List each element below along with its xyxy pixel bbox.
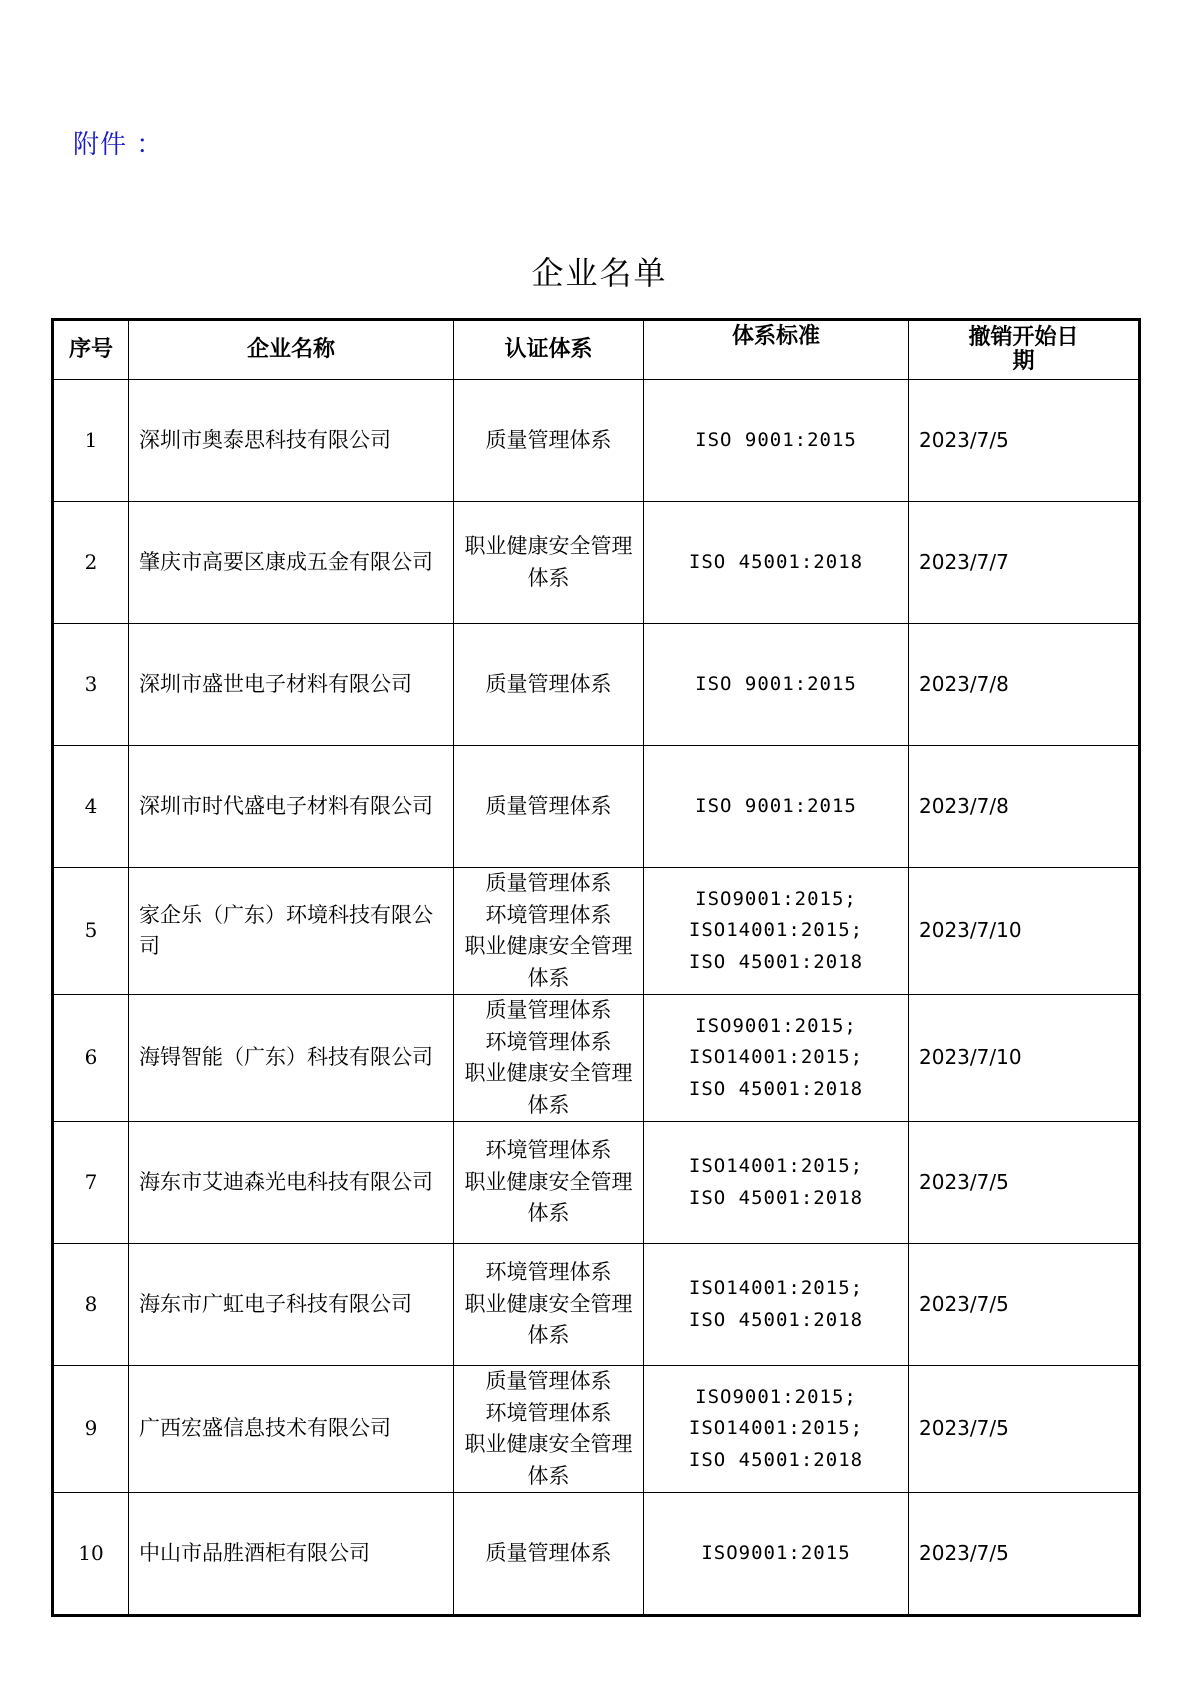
table-row	[53, 1366, 1140, 1493]
row-revoke-date: 2023/7/8	[909, 624, 1140, 746]
row-standard	[644, 868, 909, 995]
row-cert-system	[454, 995, 644, 1122]
attachment-label: 附件 ：	[73, 130, 164, 160]
cert-system-line: 职业健康安全管理	[464, 1061, 633, 1085]
cert-system-line: 职业健康安全管理	[464, 534, 633, 558]
row-index: 6	[53, 995, 129, 1122]
row-cert-system	[454, 1244, 644, 1366]
row-standard	[644, 1244, 909, 1366]
header-index: 序号	[53, 320, 129, 380]
cert-system-line: 质量管理体系	[485, 998, 612, 1022]
standard-line: ISO 9001:2015	[695, 428, 857, 451]
cert-system-line: 体系	[527, 1201, 570, 1226]
row-company-name: 肇庆市高要区康成五金有限公司	[129, 502, 454, 624]
cert-system-line: 环境管理体系	[485, 902, 612, 927]
header-date	[909, 320, 1140, 380]
table-row	[53, 995, 1140, 1122]
cert-system-line: 环境管理体系	[485, 1260, 612, 1285]
row-cert-system	[454, 380, 644, 502]
standard-line: ISO 45001:2018	[688, 1077, 864, 1100]
table-row	[53, 502, 1140, 624]
cert-system-line: 职业健康安全管理	[464, 934, 633, 958]
standard-line: ISO 9001:2015	[695, 672, 857, 695]
cert-system-line: 环境管理体系	[485, 1138, 612, 1163]
standard-line: ISO9001:2015;	[695, 1014, 857, 1037]
row-standard	[644, 746, 909, 868]
standard-line: ISO14001:2015;	[688, 1046, 864, 1069]
row-index: 9	[53, 1366, 129, 1493]
table-row	[53, 868, 1140, 995]
row-index: 7	[53, 1122, 129, 1244]
table-row	[53, 1244, 1140, 1366]
row-company-name: 家企乐（广东）环境科技有限公司	[129, 868, 454, 995]
standard-line: ISO 45001:2018	[688, 1186, 864, 1209]
cert-system-line: 职业健康安全管理	[464, 1432, 633, 1456]
row-standard	[644, 380, 909, 502]
row-standard	[644, 502, 909, 624]
row-company-name: 广西宏盛信息技术有限公司	[129, 1366, 454, 1493]
row-standard	[644, 1493, 909, 1616]
row-index: 5	[53, 868, 129, 995]
row-revoke-date: 2023/7/7	[909, 502, 1140, 624]
row-company-name: 海锝智能（广东）科技有限公司	[129, 995, 454, 1122]
cert-system-line: 体系	[527, 1463, 570, 1488]
header-company: 企业名称	[129, 320, 454, 380]
row-revoke-date: 2023/7/10	[909, 868, 1140, 995]
cert-system-line: 质量管理体系	[485, 427, 612, 452]
company-table	[51, 318, 1141, 1617]
cert-system-line: 体系	[527, 965, 570, 990]
header-date-line2: 期	[1012, 349, 1035, 374]
header-system: 认证体系	[454, 320, 644, 380]
row-revoke-date: 2023/7/5	[909, 1366, 1140, 1493]
row-company-name: 深圳市盛世电子材料有限公司	[129, 624, 454, 746]
standard-line: ISO9001:2015;	[695, 1385, 857, 1408]
row-cert-system	[454, 746, 644, 868]
row-cert-system	[454, 868, 644, 995]
row-standard	[644, 995, 909, 1122]
row-cert-system	[454, 1493, 644, 1616]
row-revoke-date: 2023/7/5	[909, 1122, 1140, 1244]
cert-system-line: 质量管理体系	[485, 793, 612, 818]
table-row	[53, 624, 1140, 746]
standard-line: ISO 45001:2018	[688, 550, 864, 573]
table-row	[53, 746, 1140, 868]
row-cert-system	[454, 1122, 644, 1244]
cert-system-line: 体系	[527, 1092, 570, 1117]
row-index: 8	[53, 1244, 129, 1366]
row-index: 2	[53, 502, 129, 624]
row-company-name: 海东市广虹电子科技有限公司	[129, 1244, 454, 1366]
cert-system-line: 质量管理体系	[485, 671, 612, 696]
row-index: 4	[53, 746, 129, 868]
row-cert-system	[454, 502, 644, 624]
row-company-name: 深圳市时代盛电子材料有限公司	[129, 746, 454, 868]
row-standard	[644, 624, 909, 746]
table-row	[53, 380, 1140, 502]
standard-line: ISO14001:2015;	[688, 1155, 864, 1177]
standard-line: ISO14001:2015;	[688, 1277, 864, 1299]
cert-system-line: 职业健康安全管理	[464, 1169, 633, 1194]
row-revoke-date: 2023/7/10	[909, 995, 1140, 1122]
row-company-name: 中山市品胜酒柜有限公司	[129, 1493, 454, 1616]
row-revoke-date: 2023/7/5	[909, 1244, 1140, 1366]
row-revoke-date: 2023/7/5	[909, 380, 1140, 502]
standard-line: ISO 45001:2018	[688, 1308, 864, 1331]
row-cert-system	[454, 624, 644, 746]
standard-line: ISO 45001:2018	[688, 950, 864, 973]
standard-line: ISO 9001:2015	[695, 794, 857, 817]
standard-line: ISO 45001:2018	[688, 1448, 864, 1471]
header-standard: 体系标准	[644, 320, 909, 380]
table-row	[53, 1493, 1140, 1616]
table-row	[53, 1122, 1140, 1244]
standard-line: ISO14001:2015;	[688, 1417, 864, 1440]
row-cert-system	[454, 1366, 644, 1493]
cert-system-line: 职业健康安全管理	[464, 1291, 633, 1316]
standard-line: ISO9001:2015;	[695, 887, 857, 910]
table-header-row	[53, 320, 1140, 380]
row-revoke-date: 2023/7/5	[909, 1493, 1140, 1616]
standard-line: ISO14001:2015;	[688, 919, 864, 942]
row-standard	[644, 1122, 909, 1244]
cert-system-line: 环境管理体系	[485, 1029, 612, 1054]
row-company-name: 深圳市奥泰思科技有限公司	[129, 380, 454, 502]
cert-system-line: 环境管理体系	[485, 1400, 612, 1425]
cert-system-line: 体系	[527, 565, 570, 590]
cert-system-line: 质量管理体系	[485, 871, 612, 895]
cert-system-line: 质量管理体系	[485, 1540, 612, 1565]
row-index: 3	[53, 624, 129, 746]
row-standard	[644, 1366, 909, 1493]
row-index: 1	[53, 380, 129, 502]
cert-system-line: 体系	[527, 1323, 570, 1348]
row-revoke-date: 2023/7/8	[909, 746, 1140, 868]
row-company-name: 海东市艾迪森光电科技有限公司	[129, 1122, 454, 1244]
header-date-line1: 撤销开始日	[968, 325, 1079, 350]
standard-line: ISO9001:2015	[701, 1541, 851, 1564]
cert-system-line: 质量管理体系	[485, 1369, 612, 1393]
row-index: 10	[53, 1493, 129, 1616]
page-title: 企业名单	[531, 254, 668, 292]
